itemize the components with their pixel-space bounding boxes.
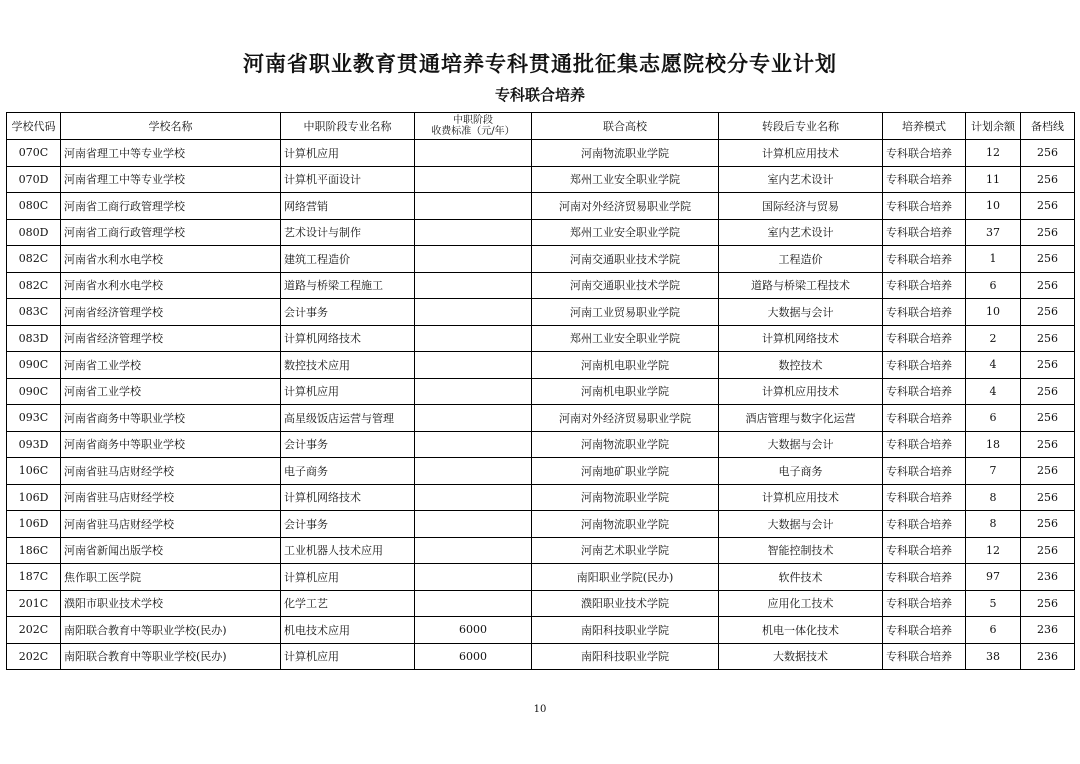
- cell-target-major: 酒店管理与数字化运营: [719, 405, 883, 432]
- cell-code: 106D: [7, 484, 61, 511]
- cell-major: 高星级饭店运营与管理: [281, 405, 415, 432]
- cell-school: 南阳联合教育中等职业学校(民办): [61, 617, 281, 644]
- cell-major: 计算机应用: [281, 643, 415, 670]
- cell-partner: 河南物流职业学院: [532, 484, 719, 511]
- cell-school: 河南省商务中等职业学校: [61, 405, 281, 432]
- header-code: 学校代码: [7, 113, 61, 140]
- cell-mode: 专科联合培养: [883, 272, 966, 299]
- table-row: [7, 564, 1075, 591]
- cell-school: 河南省理工中等专业学校: [61, 166, 281, 193]
- cell-target-major: 国际经济与贸易: [719, 193, 883, 220]
- cell-partner: 河南地矿职业学院: [532, 458, 719, 485]
- table-row: [7, 246, 1075, 273]
- cell-partner: 河南物流职业学院: [532, 431, 719, 458]
- cell-code: 080D: [7, 219, 61, 246]
- cell-mode: 专科联合培养: [883, 617, 966, 644]
- cell-mode: 专科联合培养: [883, 405, 966, 432]
- cell-target-major: 计算机应用技术: [719, 140, 883, 167]
- header-fee-line2: 收费标准（元/年）: [431, 126, 515, 137]
- cell-code: 202C: [7, 617, 61, 644]
- cell-remaining: 5: [966, 590, 1021, 617]
- cell-code: 093C: [7, 405, 61, 432]
- cell-line: 236: [1021, 617, 1075, 644]
- cell-line: 256: [1021, 325, 1075, 352]
- cell-remaining: 18: [966, 431, 1021, 458]
- cell-line: 256: [1021, 378, 1075, 405]
- cell-partner: 河南艺术职业学院: [532, 537, 719, 564]
- table-row: [7, 458, 1075, 485]
- cell-remaining: 10: [966, 299, 1021, 326]
- cell-target-major: 计算机应用技术: [719, 484, 883, 511]
- cell-remaining: 2: [966, 325, 1021, 352]
- cell-fee: [415, 272, 532, 299]
- cell-target-major: 应用化工技术: [719, 590, 883, 617]
- table-row: [7, 272, 1075, 299]
- cell-school: 河南省水利水电学校: [61, 246, 281, 273]
- cell-code: 106D: [7, 511, 61, 538]
- cell-major: 工业机器人技术应用: [281, 537, 415, 564]
- cell-fee: [415, 325, 532, 352]
- cell-partner: 南阳职业学院(民办): [532, 564, 719, 591]
- cell-partner: 郑州工业安全职业学院: [532, 166, 719, 193]
- table-row: [7, 643, 1075, 670]
- cell-partner: 河南交通职业技术学院: [532, 246, 719, 273]
- cell-code: 070C: [7, 140, 61, 167]
- cell-partner: 河南机电职业学院: [532, 378, 719, 405]
- cell-major: 建筑工程造价: [281, 246, 415, 273]
- cell-partner: 南阳科技职业学院: [532, 617, 719, 644]
- table-header-row: [7, 113, 1075, 140]
- cell-partner: 郑州工业安全职业学院: [532, 325, 719, 352]
- cell-mode: 专科联合培养: [883, 166, 966, 193]
- cell-code: 090C: [7, 352, 61, 379]
- table-row: [7, 617, 1075, 644]
- cell-school: 河南省水利水电学校: [61, 272, 281, 299]
- cell-line: 256: [1021, 299, 1075, 326]
- cell-school: 河南省驻马店财经学校: [61, 511, 281, 538]
- cell-school: 河南省经济管理学校: [61, 325, 281, 352]
- cell-mode: 专科联合培养: [883, 325, 966, 352]
- cell-fee: [415, 140, 532, 167]
- cell-major: 计算机网络技术: [281, 325, 415, 352]
- cell-school: 河南省经济管理学校: [61, 299, 281, 326]
- cell-fee: [415, 484, 532, 511]
- cell-code: 082C: [7, 272, 61, 299]
- plan-table: [6, 112, 1075, 670]
- cell-remaining: 6: [966, 405, 1021, 432]
- cell-mode: 专科联合培养: [883, 458, 966, 485]
- cell-fee: [415, 590, 532, 617]
- cell-code: 083C: [7, 299, 61, 326]
- table-row: [7, 219, 1075, 246]
- document-title: 河南省职业教育贯通培养专科贯通批征集志愿院校分专业计划: [243, 52, 837, 76]
- cell-code: 082C: [7, 246, 61, 273]
- table-row: [7, 140, 1075, 167]
- cell-major: 计算机应用: [281, 140, 415, 167]
- table-row: [7, 431, 1075, 458]
- cell-line: 256: [1021, 405, 1075, 432]
- cell-fee: [415, 405, 532, 432]
- cell-mode: 专科联合培养: [883, 299, 966, 326]
- cell-fee: 6000: [415, 617, 532, 644]
- cell-mode: 专科联合培养: [883, 246, 966, 273]
- cell-code: 186C: [7, 537, 61, 564]
- table-body: [7, 140, 1075, 670]
- header-major: 中职阶段专业名称: [281, 113, 415, 140]
- table-row: [7, 325, 1075, 352]
- cell-school: 河南省驻马店财经学校: [61, 484, 281, 511]
- cell-major: 计算机应用: [281, 378, 415, 405]
- table-row: [7, 166, 1075, 193]
- cell-school: 河南省工业学校: [61, 378, 281, 405]
- cell-mode: 专科联合培养: [883, 378, 966, 405]
- cell-remaining: 38: [966, 643, 1021, 670]
- page-number: 10: [533, 704, 547, 715]
- cell-partner: 南阳科技职业学院: [532, 643, 719, 670]
- cell-line: 256: [1021, 537, 1075, 564]
- cell-line: 256: [1021, 590, 1075, 617]
- cell-fee: [415, 537, 532, 564]
- cell-school: 河南省工业学校: [61, 352, 281, 379]
- cell-school: 河南省新闻出版学校: [61, 537, 281, 564]
- header-fee-line1: 中职阶段: [453, 115, 493, 126]
- cell-major: 计算机网络技术: [281, 484, 415, 511]
- cell-partner: 河南机电职业学院: [532, 352, 719, 379]
- cell-fee: [415, 219, 532, 246]
- cell-line: 256: [1021, 511, 1075, 538]
- cell-remaining: 37: [966, 219, 1021, 246]
- cell-remaining: 11: [966, 166, 1021, 193]
- cell-partner: 郑州工业安全职业学院: [532, 219, 719, 246]
- header-fee: [415, 113, 532, 140]
- cell-major: 道路与桥梁工程施工: [281, 272, 415, 299]
- cell-school: 河南省商务中等职业学校: [61, 431, 281, 458]
- cell-mode: 专科联合培养: [883, 484, 966, 511]
- cell-remaining: 1: [966, 246, 1021, 273]
- header-remaining: 计划余额: [966, 113, 1021, 140]
- cell-major: 艺术设计与制作: [281, 219, 415, 246]
- cell-remaining: 4: [966, 352, 1021, 379]
- cell-line: 236: [1021, 643, 1075, 670]
- cell-remaining: 12: [966, 140, 1021, 167]
- cell-fee: [415, 564, 532, 591]
- cell-school: 濮阳市职业技术学校: [61, 590, 281, 617]
- cell-remaining: 97: [966, 564, 1021, 591]
- table-row: [7, 405, 1075, 432]
- table-row: [7, 299, 1075, 326]
- cell-school: 河南省驻马店财经学校: [61, 458, 281, 485]
- cell-code: 093D: [7, 431, 61, 458]
- cell-fee: [415, 511, 532, 538]
- cell-target-major: 室内艺术设计: [719, 219, 883, 246]
- cell-partner: 濮阳职业技术学院: [532, 590, 719, 617]
- cell-mode: 专科联合培养: [883, 219, 966, 246]
- table-row: [7, 511, 1075, 538]
- cell-line: 256: [1021, 140, 1075, 167]
- cell-remaining: 12: [966, 537, 1021, 564]
- cell-line: 256: [1021, 246, 1075, 273]
- cell-target-major: 大数据与会计: [719, 431, 883, 458]
- cell-target-major: 室内艺术设计: [719, 166, 883, 193]
- cell-fee: [415, 246, 532, 273]
- cell-remaining: 7: [966, 458, 1021, 485]
- cell-major: 计算机平面设计: [281, 166, 415, 193]
- cell-code: 202C: [7, 643, 61, 670]
- cell-target-major: 工程造价: [719, 246, 883, 273]
- cell-mode: 专科联合培养: [883, 564, 966, 591]
- cell-major: 会计事务: [281, 299, 415, 326]
- cell-line: 256: [1021, 272, 1075, 299]
- cell-mode: 专科联合培养: [883, 643, 966, 670]
- header-school: 学校名称: [61, 113, 281, 140]
- cell-school: 河南省理工中等专业学校: [61, 140, 281, 167]
- cell-mode: 专科联合培养: [883, 590, 966, 617]
- cell-partner: 河南物流职业学院: [532, 511, 719, 538]
- cell-mode: 专科联合培养: [883, 537, 966, 564]
- cell-line: 256: [1021, 352, 1075, 379]
- cell-code: 080C: [7, 193, 61, 220]
- cell-fee: [415, 299, 532, 326]
- cell-fee: 6000: [415, 643, 532, 670]
- cell-school: 南阳联合教育中等职业学校(民办): [61, 643, 281, 670]
- cell-line: 236: [1021, 564, 1075, 591]
- table-row: [7, 590, 1075, 617]
- cell-mode: 专科联合培养: [883, 511, 966, 538]
- cell-school: 焦作职工医学院: [61, 564, 281, 591]
- cell-target-major: 机电一体化技术: [719, 617, 883, 644]
- cell-partner: 河南工业贸易职业学院: [532, 299, 719, 326]
- cell-target-major: 电子商务: [719, 458, 883, 485]
- cell-school: 河南省工商行政管理学校: [61, 219, 281, 246]
- cell-fee: [415, 352, 532, 379]
- cell-major: 化学工艺: [281, 590, 415, 617]
- cell-line: 256: [1021, 166, 1075, 193]
- cell-remaining: 8: [966, 511, 1021, 538]
- cell-remaining: 10: [966, 193, 1021, 220]
- cell-remaining: 6: [966, 617, 1021, 644]
- table-row: [7, 378, 1075, 405]
- cell-partner: 河南物流职业学院: [532, 140, 719, 167]
- cell-mode: 专科联合培养: [883, 431, 966, 458]
- cell-code: 090C: [7, 378, 61, 405]
- cell-partner: 河南对外经济贸易职业学院: [532, 193, 719, 220]
- header-partner: 联合高校: [532, 113, 719, 140]
- cell-fee: [415, 193, 532, 220]
- cell-mode: 专科联合培养: [883, 140, 966, 167]
- cell-major: 会计事务: [281, 511, 415, 538]
- cell-major: 数控技术应用: [281, 352, 415, 379]
- cell-code: 106C: [7, 458, 61, 485]
- cell-fee: [415, 431, 532, 458]
- cell-code: 083D: [7, 325, 61, 352]
- cell-fee: [415, 166, 532, 193]
- document-subtitle: 专科联合培养: [494, 86, 585, 104]
- cell-mode: 专科联合培养: [883, 352, 966, 379]
- cell-line: 256: [1021, 458, 1075, 485]
- cell-line: 256: [1021, 219, 1075, 246]
- cell-major: 会计事务: [281, 431, 415, 458]
- cell-line: 256: [1021, 484, 1075, 511]
- cell-code: 070D: [7, 166, 61, 193]
- table-row: [7, 352, 1075, 379]
- cell-school: 河南省工商行政管理学校: [61, 193, 281, 220]
- cell-code: 187C: [7, 564, 61, 591]
- header-mode: 培养模式: [883, 113, 966, 140]
- cell-major: 计算机应用: [281, 564, 415, 591]
- header-line: 备档线: [1021, 113, 1075, 140]
- cell-remaining: 4: [966, 378, 1021, 405]
- cell-mode: 专科联合培养: [883, 193, 966, 220]
- cell-target-major: 数控技术: [719, 352, 883, 379]
- cell-remaining: 6: [966, 272, 1021, 299]
- cell-target-major: 道路与桥梁工程技术: [719, 272, 883, 299]
- cell-target-major: 智能控制技术: [719, 537, 883, 564]
- table-row: [7, 193, 1075, 220]
- cell-target-major: 计算机网络技术: [719, 325, 883, 352]
- cell-major: 电子商务: [281, 458, 415, 485]
- cell-target-major: 大数据技术: [719, 643, 883, 670]
- cell-remaining: 8: [966, 484, 1021, 511]
- table-row: [7, 484, 1075, 511]
- cell-fee: [415, 458, 532, 485]
- cell-partner: 河南对外经济贸易职业学院: [532, 405, 719, 432]
- cell-target-major: 计算机应用技术: [719, 378, 883, 405]
- cell-fee: [415, 378, 532, 405]
- cell-partner: 河南交通职业技术学院: [532, 272, 719, 299]
- cell-major: 网络营销: [281, 193, 415, 220]
- cell-target-major: 大数据与会计: [719, 511, 883, 538]
- cell-line: 256: [1021, 193, 1075, 220]
- cell-major: 机电技术应用: [281, 617, 415, 644]
- cell-target-major: 软件技术: [719, 564, 883, 591]
- cell-line: 256: [1021, 431, 1075, 458]
- table-row: [7, 537, 1075, 564]
- header-target-major: 转段后专业名称: [719, 113, 883, 140]
- cell-target-major: 大数据与会计: [719, 299, 883, 326]
- cell-code: 201C: [7, 590, 61, 617]
